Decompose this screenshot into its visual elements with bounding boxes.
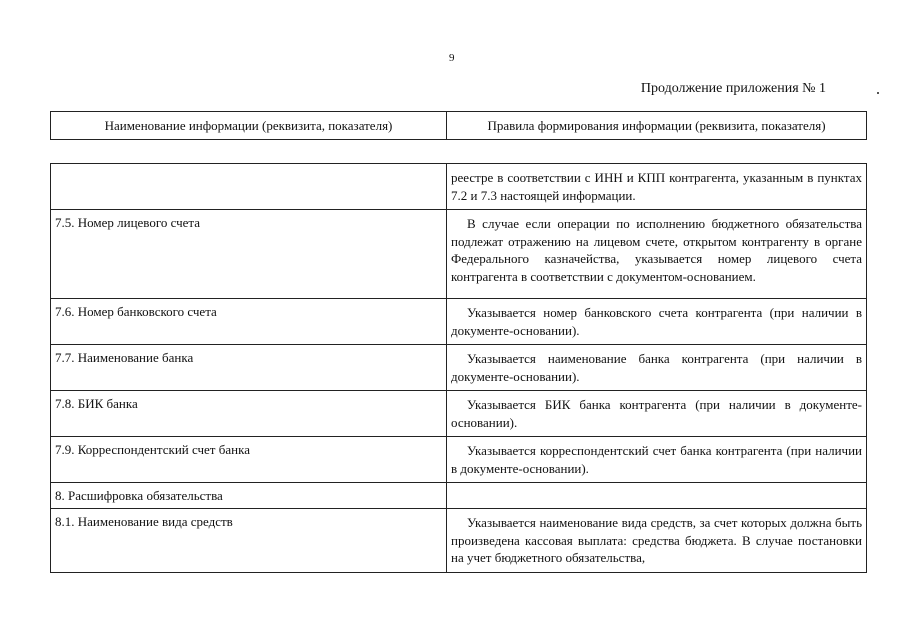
table-row [51,299,867,345]
requisite-name-cell: 8.1. Наименование вида средств [51,509,447,573]
requisite-rule-cell: реестре в соответствии с ИНН и КПП контрагента, указанным в пунктах 7.2 и 7.3 настоящей информации. [447,164,867,210]
table-row [51,164,867,210]
table-row [51,345,867,391]
page-number: 9 [449,52,455,64]
scan-speck [877,92,879,94]
requisite-rule-cell [447,483,867,509]
requisite-name-cell: 7.8. БИК банка [51,391,447,437]
table-row [51,437,867,483]
requisites-table [50,163,867,573]
header-cell-name: Наименование информации (реквизита, показателя) [51,112,447,140]
requisite-rule-cell: В случае если операции по исполнению бюджетного обязательства подлежат отражению на лицевом счете, открытом контрагенту в органе Федерального казначейства, указывается номер лицевого счета контрагента в соответствии с документом-основанием. [447,210,867,299]
requisite-name-cell [51,164,447,210]
requisite-name-cell: 7.7. Наименование банка [51,345,447,391]
requisite-rule-cell: Указывается БИК банка контрагента (при наличии в документе-основании). [447,391,867,437]
requisite-rule-cell: Указывается корреспондентский счет банка контрагента (при наличии в документе-основании). [447,437,867,483]
requisite-name-cell: 8. Расшифровка обязательства [51,483,447,509]
requisite-name-cell: 7.9. Корреспондентский счет банка [51,437,447,483]
header-row [51,112,867,140]
continuation-label: Продолжение приложения № 1 [640,81,826,96]
table-row [51,391,867,437]
table-row [51,210,867,299]
table-row [51,483,867,509]
header-cell-rules: Правила формирования информации (реквизита, показателя) [447,112,867,140]
requisite-name-cell: 7.5. Номер лицевого счета [51,210,447,299]
requisite-rule-cell: Указывается наименование вида средств, за счет которых должна быть произведена кассовая выплата: средства бюджета. В случае постановки на учет бюджетного обязательства, [447,509,867,573]
column-header-table [50,111,867,140]
requisite-name-cell: 7.6. Номер банковского счета [51,299,447,345]
requisite-rule-cell: Указывается наименование банка контрагента (при наличии в документе-основании). [447,345,867,391]
table-row [51,509,867,573]
requisite-rule-cell: Указывается номер банковского счета контрагента (при наличии в документе-основании). [447,299,867,345]
